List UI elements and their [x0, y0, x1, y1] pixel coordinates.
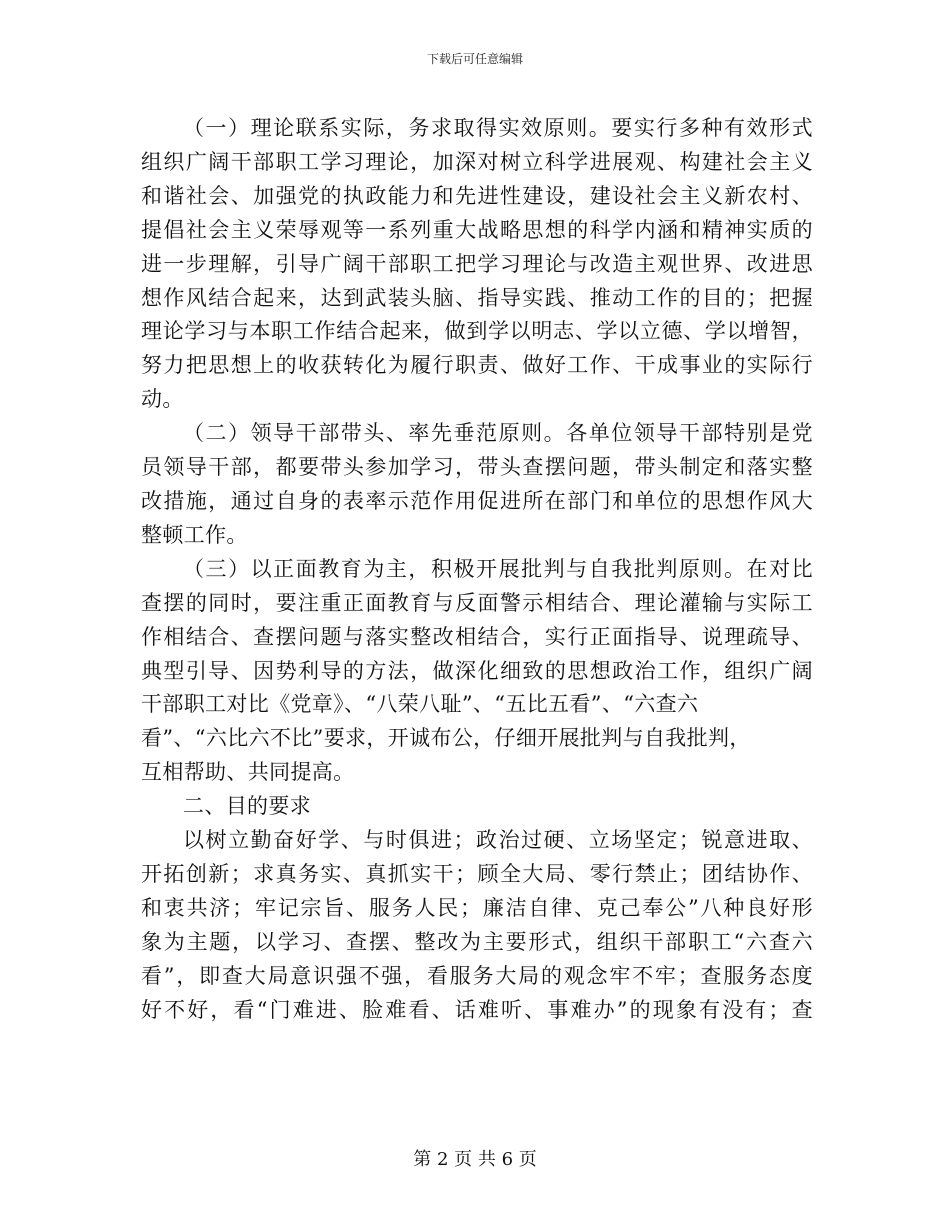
page-header: 下载后可任意编辑 [426, 52, 523, 66]
text-line: 员领导干部，都要带头参加学习，带头查摆问题，带头制定和落实整 [141, 455, 813, 480]
text-line: 看”，即查大局意识强不强，看服务大局的观念牢不牢；查服务态度 [141, 963, 813, 988]
paragraph-principle-1 [141, 112, 813, 417]
text-line: 象为主题，以学习、查摆、整改为主要形式，组织干部职工“六查六 [141, 929, 813, 954]
text-line: 典型引导、因势利导的方法，做深化细致的思想政治工作，组织广阔 [141, 658, 813, 683]
text-line: 干部职工对比《党章》、“八荣八耻”、“五比五看”、“六查六 [141, 692, 699, 717]
page-number-footer: 第 2 页 共 6 页 [413, 1149, 537, 1170]
text-line: 整顿工作。 [141, 522, 248, 547]
text-line: （二）领导干部带头、率先垂范原则。各单位领导干部特别是党 [183, 421, 813, 446]
text-line: 和衷共济；牢记宗旨、服务人民；廉洁自律、克己奉公”八种良好形 [141, 895, 813, 920]
text-line: 进一步理解，引导广阔干部职工把学习理论与改造主观世界、改进思 [141, 251, 813, 276]
text-line: 看”、“六比六不比”要求，开诚布公，仔细开展批判与自我批判， [141, 726, 751, 751]
paragraph-principle-2 [141, 417, 813, 553]
text-line: 想作风结合起来，达到武装头脑、指导实践、推动工作的目的；把握 [141, 285, 813, 310]
text-line: 以树立勤奋好学、与时俱进；政治过硬、立场坚定；锐意进取、 [183, 828, 813, 853]
text-line: （一）理论联系实际，务求取得实效原则。要实行多种有效形式 [183, 116, 813, 140]
paragraph-goals [141, 824, 813, 1027]
section-heading-goals [141, 790, 813, 824]
document-body [141, 112, 813, 1027]
text-line: 组织广阔干部职工学习理论，加深对树立科学进展观、构建社会主义 [141, 149, 813, 174]
text-line: 互相帮助、共同提高。 [141, 760, 355, 785]
text-line: 提倡社会主义荣辱观等一系列重大战略思想的科学内涵和精神实质的 [141, 217, 813, 242]
text-line: 查摆的同时，要注重正面教育与反面警示相结合、理论灌输与实际工 [141, 590, 813, 615]
section-heading: 二、目的要求 [183, 794, 312, 819]
text-line: 开拓创新；求真务实、真抓实干；顾全大局、零行禁止；团结协作、 [141, 861, 813, 886]
text-line: 和谐社会、加强党的执政能力和先进性建设，建设社会主义新农村、 [141, 183, 813, 208]
text-line: （三）以正面教育为主，积极开展批判与自我批判原则。在对比 [183, 556, 813, 581]
text-line: 理论学习与本职工作结合起来，做到学以明志、学以立德、学以增智， [141, 319, 813, 344]
text-line: 好不好，看“门难进、脸难看、话难听、事难办”的现象有没有；查 [141, 997, 813, 1022]
text-line: 努力把思想上的收获转化为履行职责、做好工作、干成事业的实际行 [141, 353, 813, 378]
text-line: 作相结合、查摆问题与落实整改相结合，实行正面指导、说理疏导、 [141, 624, 813, 649]
text-line: 动。 [141, 387, 184, 412]
paragraph-principle-3 [141, 553, 813, 790]
text-line: 改措施，通过自身的表率示范作用促进所在部门和单位的思想作风大 [141, 488, 813, 513]
